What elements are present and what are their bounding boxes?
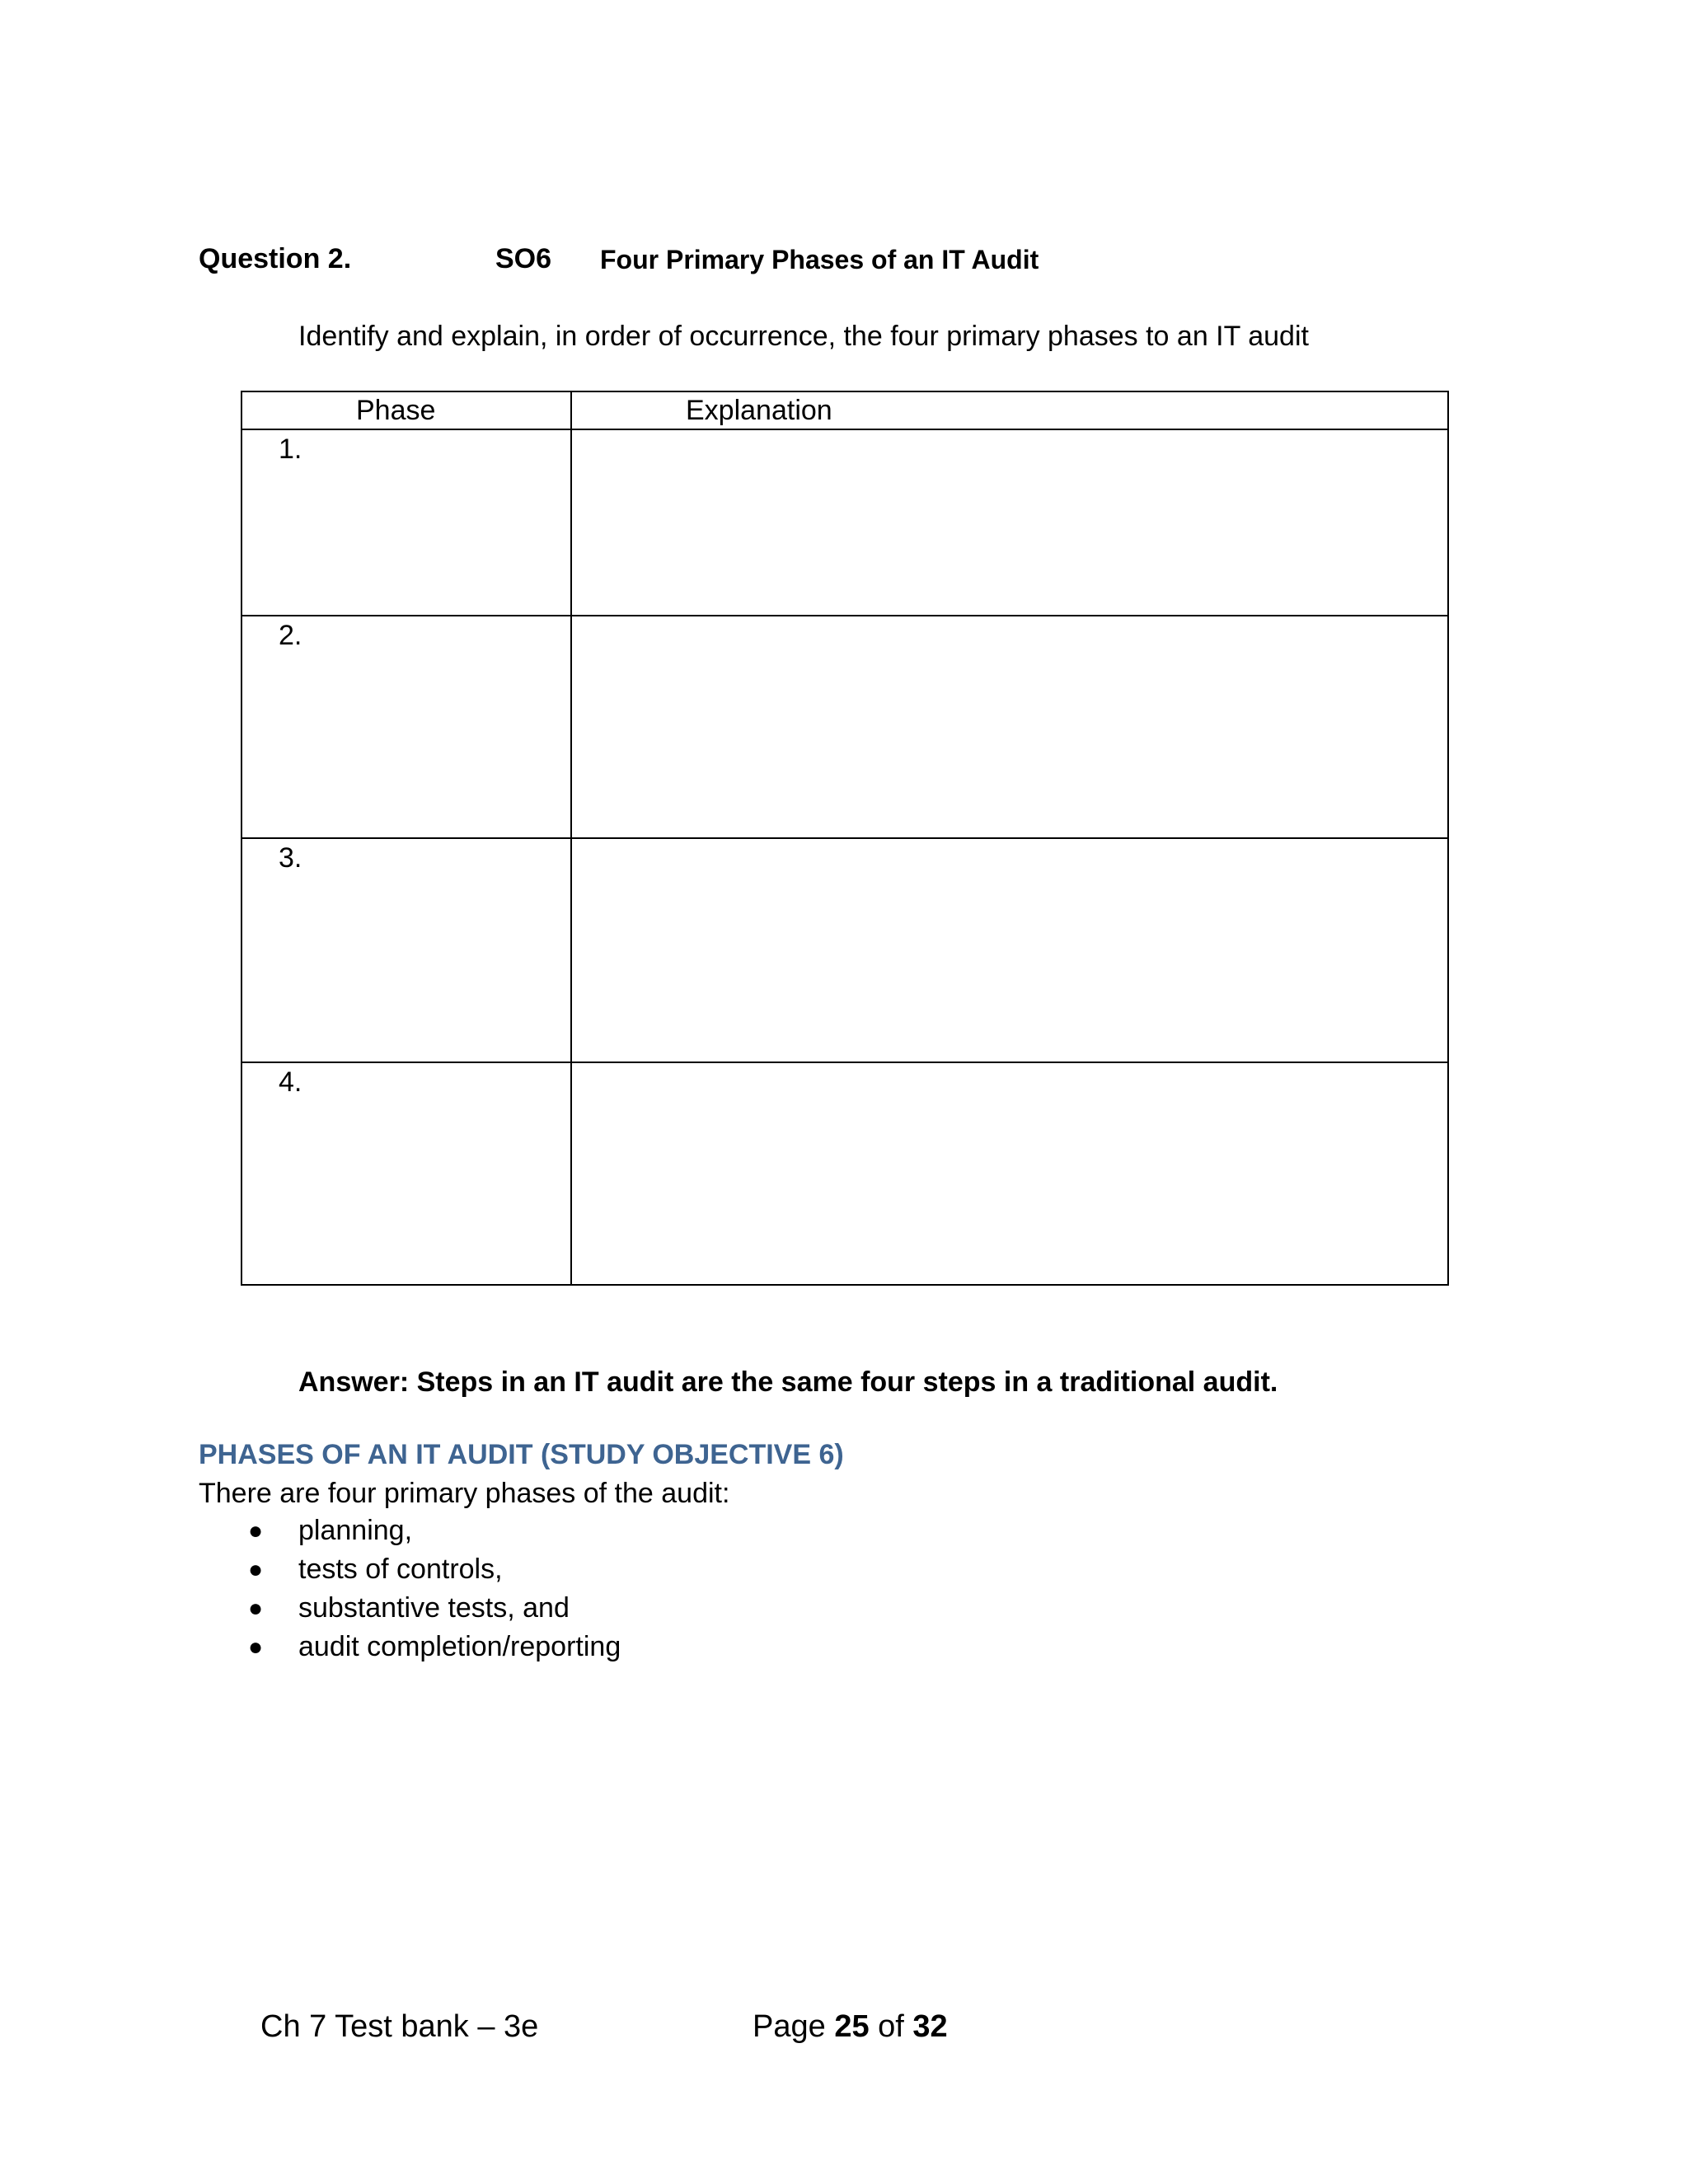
table-row: [241, 1062, 1448, 1285]
header-explanation: Explanation: [571, 391, 1448, 429]
table-header-row: [241, 391, 1448, 429]
study-objective: SO6: [495, 243, 552, 274]
bullet-icon: ●: [248, 1517, 264, 1544]
header-phase: Phase: [241, 391, 571, 429]
current-page: 25: [834, 2009, 870, 2044]
bullet-icon: ●: [248, 1633, 264, 1661]
list-item: [199, 1550, 621, 1589]
table-row: [241, 429, 1448, 616]
table-row: [241, 616, 1448, 838]
phase-explanation: [571, 616, 1448, 838]
footer-page-number: [753, 2006, 948, 2047]
bullet-icon: ●: [248, 1595, 264, 1622]
question-instructions: Identify and explain, in order of occurrence, the four primary phases to an IT audit: [298, 321, 1309, 352]
list-item-text: substantive tests, and: [298, 1592, 570, 1624]
list-item-text: planning,: [298, 1515, 413, 1546]
question-label: Question 2.: [199, 243, 352, 274]
of-word: of: [878, 2009, 904, 2044]
phase-number: 4.: [241, 1062, 571, 1285]
phase-list: [199, 1511, 621, 1666]
phase-explanation: [571, 1062, 1448, 1285]
footer-document-title: Ch 7 Test bank – 3e: [260, 2009, 539, 2044]
phase-table: [241, 391, 1449, 1286]
phase-explanation: [571, 429, 1448, 616]
list-item-text: audit completion/reporting: [298, 1631, 621, 1662]
phase-explanation: [571, 838, 1448, 1062]
total-pages: 32: [912, 2009, 948, 2044]
phase-number: 3.: [241, 838, 571, 1062]
question-topic: Four Primary Phases of an IT Audit: [600, 245, 1039, 274]
section-title: PHASES OF AN IT AUDIT (STUDY OBJECTIVE 6): [199, 1439, 844, 1470]
phase-number: 1.: [241, 429, 571, 616]
list-item: [199, 1511, 621, 1550]
section-intro: There are four primary phases of the audit:: [199, 1478, 730, 1509]
bullet-icon: ●: [248, 1556, 264, 1583]
answer-text: Answer: Steps in an IT audit are the same four steps in a traditional audit.: [298, 1366, 1278, 1398]
phase-number: 2.: [241, 616, 571, 838]
list-item-text: tests of controls,: [298, 1554, 503, 1585]
table-row: [241, 838, 1448, 1062]
list-item: [199, 1628, 621, 1666]
list-item: [199, 1589, 621, 1628]
page-word: Page: [753, 2009, 826, 2044]
